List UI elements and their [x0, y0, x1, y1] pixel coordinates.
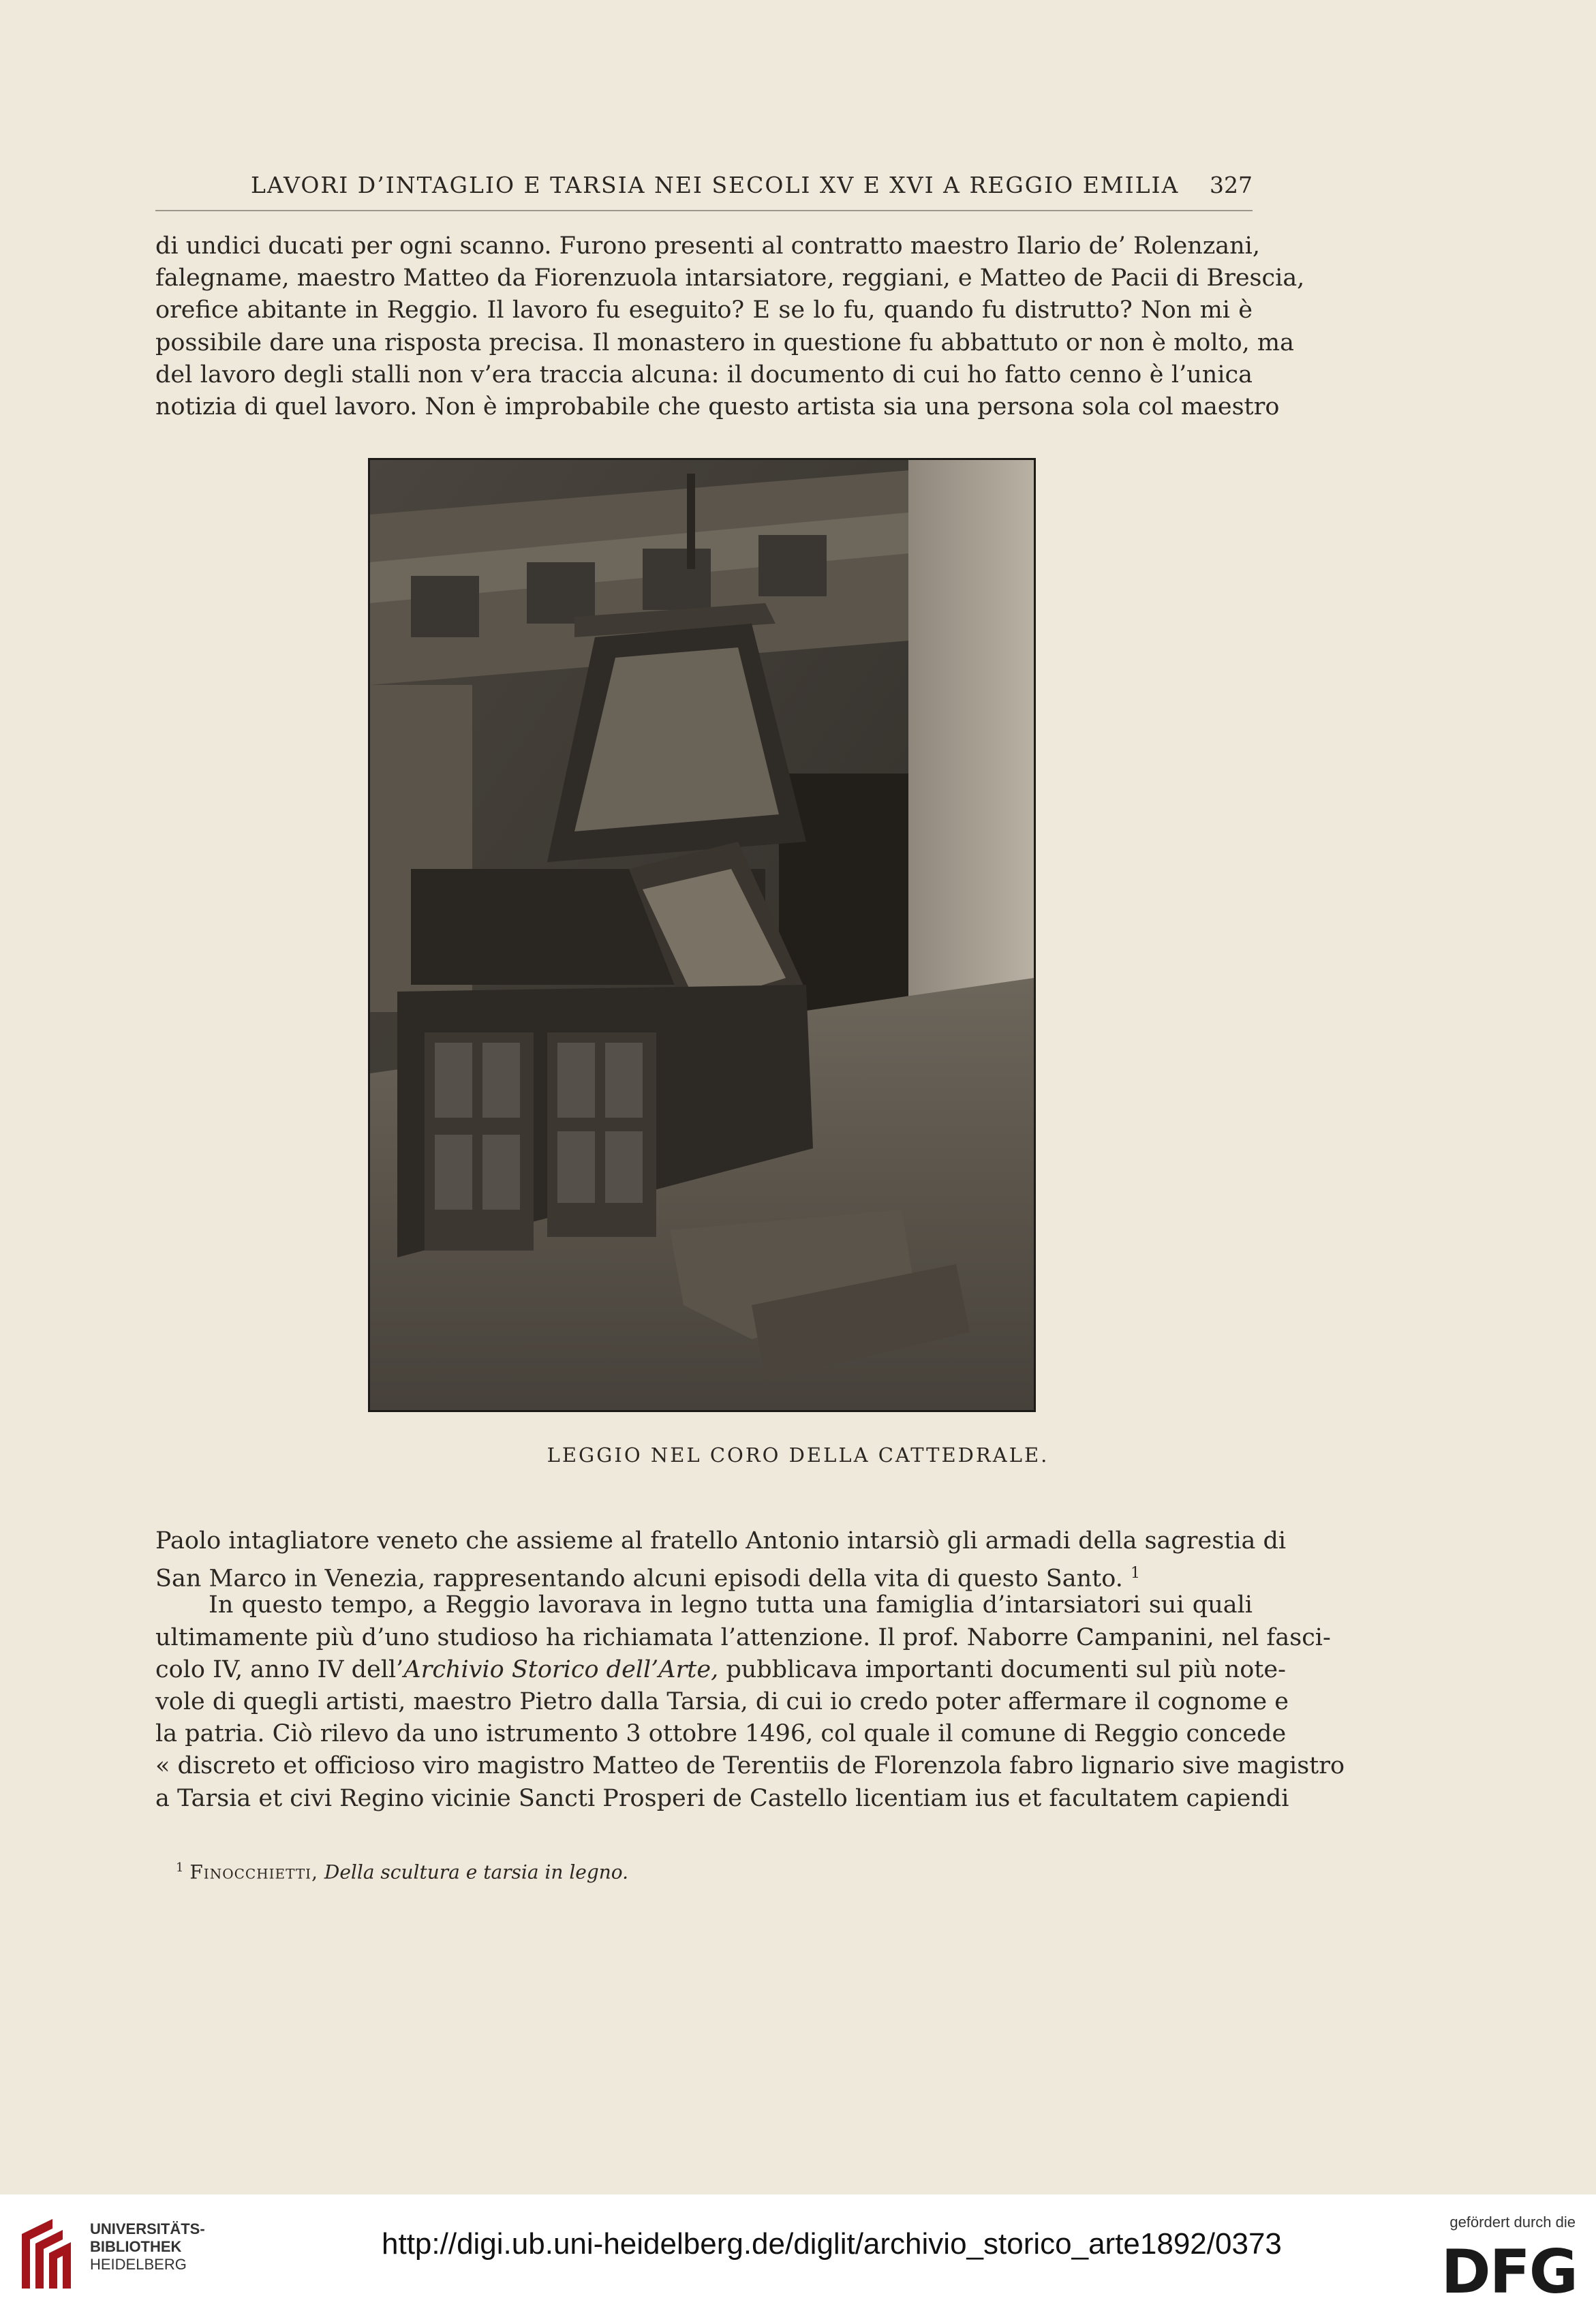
text-segment: pubblicava importanti documenti sul più note- [718, 1655, 1286, 1683]
footnote-author: Finocchietti, [189, 1861, 318, 1884]
library-line: BIBLIOTHEK [90, 2238, 182, 2255]
library-line: HEIDELBERG [90, 2256, 187, 2273]
ub-heidelberg-logo-icon [15, 2214, 76, 2294]
bottom-paragraphs [155, 1525, 1345, 1815]
text-line: Paolo intagliatore veneto che assieme al fratello Antonio intarsiò gli armadi della sagrestia di [155, 1527, 1287, 1555]
digitization-footer [0, 2194, 1596, 2311]
permalink-url[interactable]: http://digi.ub.uni-heidelberg.de/diglit/archivio_storico_arte1892/0373 [382, 2227, 1282, 2261]
footnote-marker: 1 [176, 1861, 184, 1875]
library-line: UNIVERSITÄTS- [90, 2220, 205, 2237]
figure-photo-lectern [368, 458, 1036, 1412]
text-line: orefice abitante in Reggio. Il lavoro fu eseguito? E se lo fu, quando fu distrutto? Non mi è [155, 296, 1253, 324]
footnote [176, 1861, 628, 1883]
header-title: LAVORI D’INTAGLIO E TARSIA NEI SECOLI XV E XVI A REGGIO EMILIA [251, 172, 1180, 198]
text-segment: colo IV, anno IV dell’ [155, 1655, 404, 1683]
footnote-title: Della scultura e tarsia in legno. [324, 1861, 629, 1884]
text-line: falegname, maestro Matteo da Fiorenzuola intarsiatore, reggiani, e Matteo de Pacii di Brescia, [155, 264, 1305, 292]
top-paragraph [155, 230, 1305, 423]
text-line: notizia di quel lavoro. Non è improbabile che questo artista sia una persona sola col maestro [155, 393, 1280, 420]
header-rule [155, 210, 1253, 211]
text-line-content: San Marco in Venezia, rappresentando alcuni episodi della vita di questo Santo. [155, 1565, 1123, 1593]
text-line: « discreto et officioso viro magistro Matteo de Terentiis de Florenzola fabro lignario sive magistro [155, 1752, 1345, 1780]
text-line: In questo tempo, a Reggio lavorava in legno tutta una famiglia d’intarsiatori sui quali [209, 1591, 1253, 1619]
running-header [155, 169, 1253, 203]
ub-heidelberg-label [90, 2220, 205, 2274]
text-line: del lavoro degli stalli non v’era traccia alcuna: il documento di cui ho fatto cenno è l’unica [155, 361, 1253, 388]
text-line: possibile dare una risposta precisa. Il monastero in questione fu abbattuto or non è molto, ma [155, 328, 1294, 356]
text-line: di undici ducati per ogni scanno. Furono presenti al contratto maestro Ilario de’ Rolenzani, [155, 232, 1261, 260]
text-line: a Tarsia et civi Regino vicinie Sancti Prosperi de Castello licentiam ius et facultatem capiendi [155, 1784, 1289, 1812]
figure-caption: LEGGIO NEL CORO DELLA CATTEDRALE. [547, 1443, 1049, 1467]
journal-title: Archivio Storico dell’Arte, [403, 1655, 719, 1683]
text-line [155, 1557, 1253, 1593]
text-line [155, 1654, 1286, 1686]
funded-by-label: gefördert durch die [1449, 2214, 1576, 2231]
dfg-logo: DFG [1441, 2237, 1577, 2307]
text-line: ultimamente più d’uno studioso ha richiamata l’attenzione. Il prof. Naborre Campanini, nel fasci- [155, 1623, 1331, 1651]
text-line: la patria. Ciò rilevo da uno istrumento 3 ottobre 1496, col quale il comune di Reggio concede [155, 1720, 1287, 1748]
page-number: 327 [1210, 172, 1253, 198]
footnote-ref: 1 [1130, 1565, 1140, 1582]
text-line: vole di quegli artisti, maestro Pietro dalla Tarsia, di cui io credo poter affermare il cognome e [155, 1687, 1289, 1715]
